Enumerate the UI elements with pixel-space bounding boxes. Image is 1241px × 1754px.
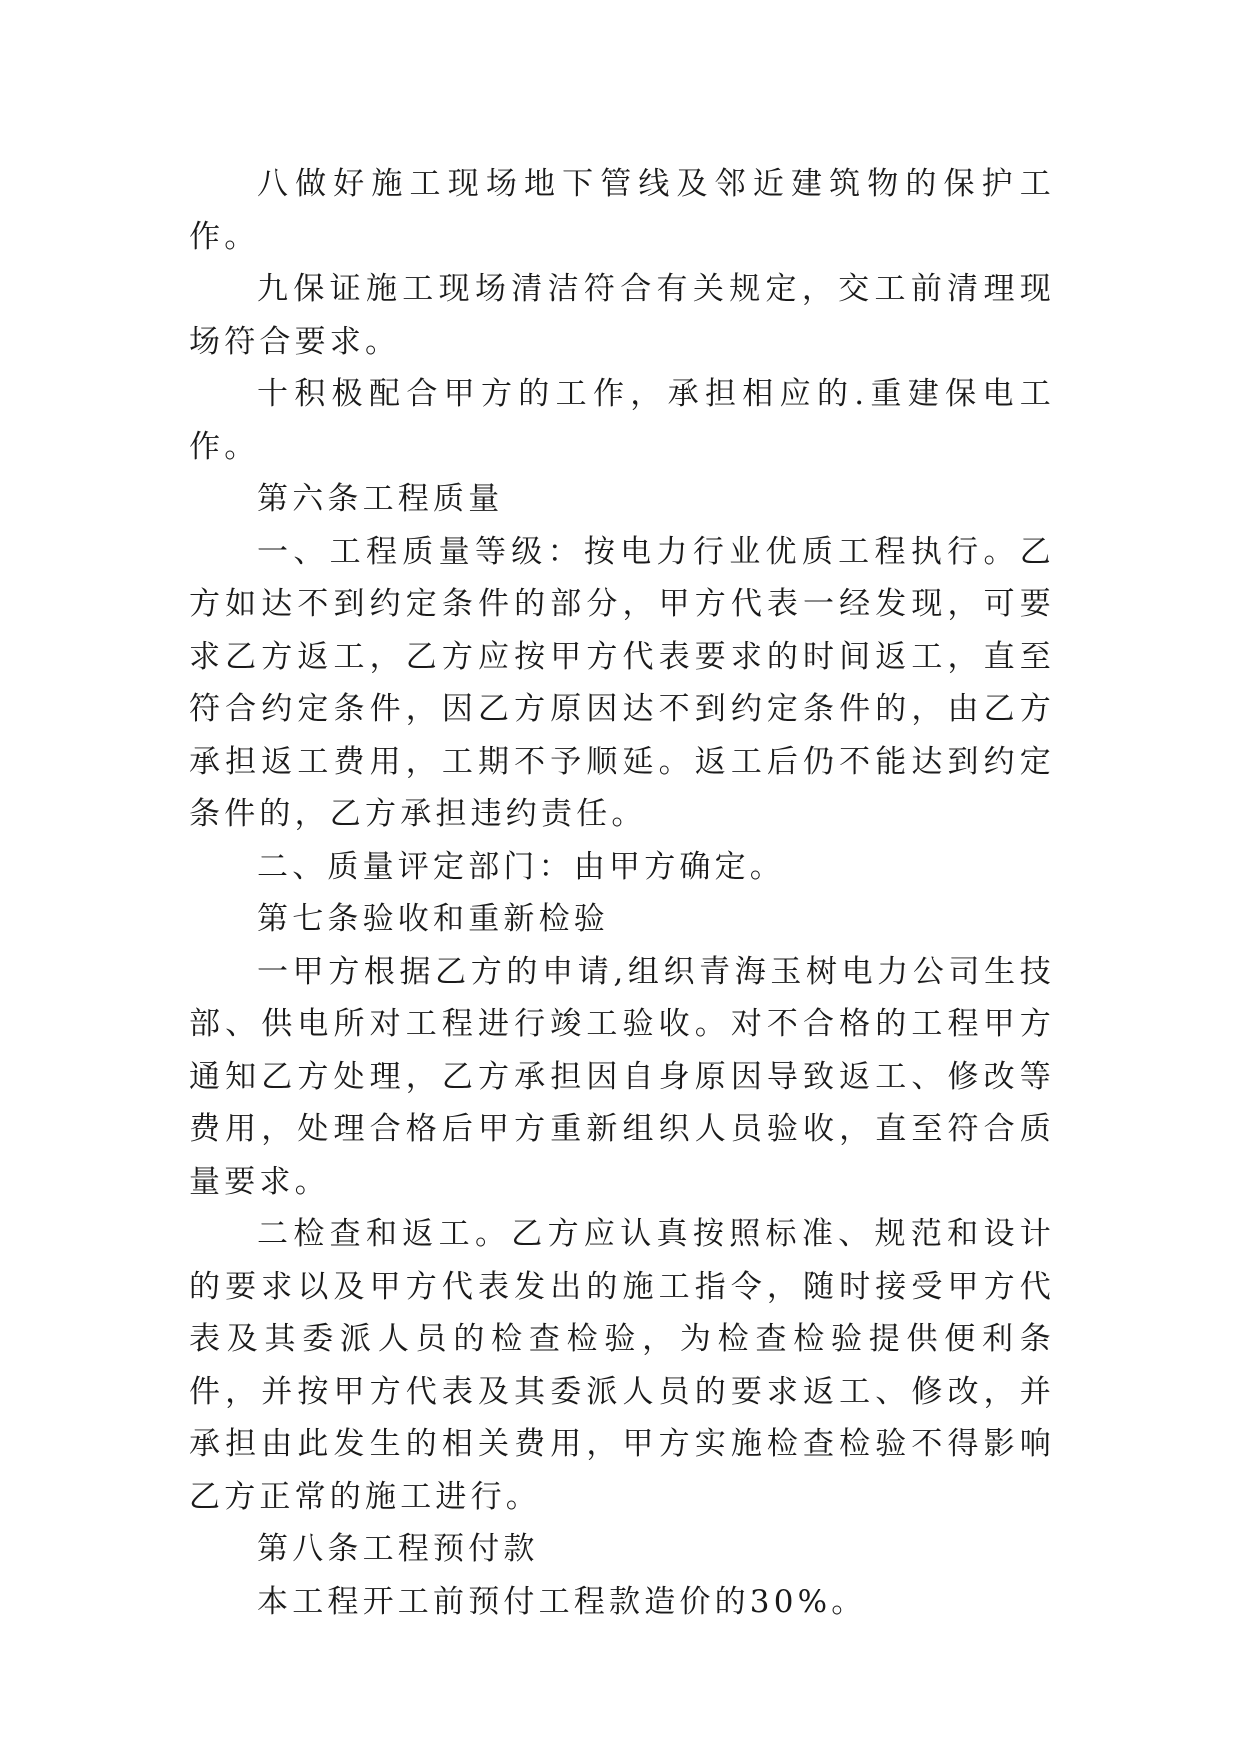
paragraph-item-8: 八做好施工现场地下管线及邻近建筑物的保护工作。 bbox=[189, 166, 1055, 255]
paragraph-acceptance: 一甲方根据乙方的申请,组织青海玉树电力公司生技部、供电所对工程进行竣工验收。对不合格的工程甲方通知乙方处理，乙方承担因自身原因导致返工、修改等费用，处理合格后甲方重新组织人员验收，直至符合质量要求。 bbox=[189, 953, 1055, 1200]
paragraph-quality-assessment: 二、质量评定部门：由甲方确定。 bbox=[257, 848, 785, 885]
section-heading-article-6: 第六条工程质量 bbox=[257, 481, 504, 517]
document-body bbox=[189, 158, 1055, 1628]
paragraph-advance-payment: 本工程开工前预付工程款造价的30%。 bbox=[257, 1583, 867, 1620]
paragraph-item-10: 十积极配合甲方的工作，承担相应的.重建保电工作。 bbox=[189, 376, 1055, 465]
section-heading-article-7: 第七条验收和重新检验 bbox=[257, 901, 609, 937]
paragraph-item-9: 九保证施工现场清洁符合有关规定，交工前清理现场符合要求。 bbox=[189, 271, 1055, 360]
paragraph-inspection-rework: 二检查和返工。乙方应认真按照标准、规范和设计的要求以及甲方代表发出的施工指令，随时接受甲方代表及其委派人员的检查检验，为检查检验提供便利条件，并按甲方代表及其委派人员的要求返工、修改，并承担由此发生的相关费用，甲方实施检查检验不得影响乙方正常的施工进行。 bbox=[189, 1216, 1055, 1515]
section-heading-article-8: 第八条工程预付款 bbox=[257, 1531, 539, 1567]
paragraph-quality-grade: 一、工程质量等级：按电力行业优质工程执行。乙方如达不到约定条件的部分，甲方代表一经发现，可要求乙方返工，乙方应按甲方代表要求的时间返工，直至符合约定条件，因乙方原因达不到约定条件的，由乙方承担返工费用，工期不予顺延。返工后仍不能达到约定条件的，乙方承担违约责任。 bbox=[189, 533, 1055, 832]
